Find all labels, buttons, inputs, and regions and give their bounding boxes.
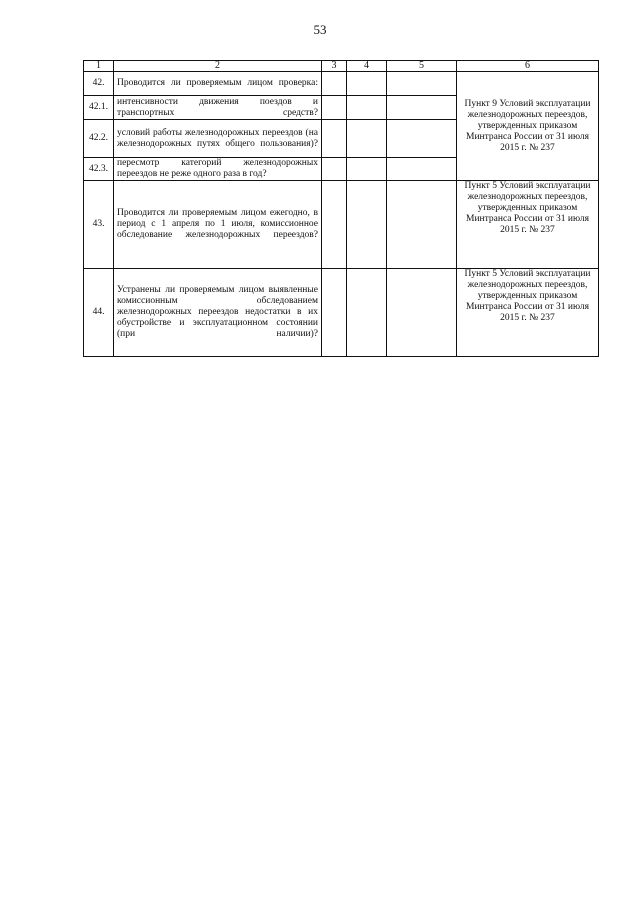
column-header-4: 4 bbox=[347, 61, 387, 72]
answer-cell bbox=[322, 158, 347, 181]
question-text: Устранены ли проверяемым лицом выявленные комиссионным обследованием железнодорожных переездов недостатки в их обустройстве и эксплуатационном состоянии (при наличии)? bbox=[114, 269, 322, 357]
answer-cell bbox=[322, 120, 347, 158]
legal-reference: Пункт 5 Условий эксплуатации железнодорожных переездов, утвержденных приказом Минтранса России от 31 июля 2015 г. № 237 bbox=[457, 269, 599, 357]
column-header-3: 3 bbox=[322, 61, 347, 72]
row-number: 42. bbox=[84, 72, 114, 96]
row-number: 42.2. bbox=[84, 120, 114, 158]
answer-cell bbox=[347, 72, 387, 96]
legal-reference: Пункт 9 Условий эксплуатации железнодорожных переездов, утвержденных приказом Минтранса России от 31 июля 2015 г. № 237 bbox=[457, 72, 599, 181]
page-number: 53 bbox=[313, 22, 327, 37]
table-row bbox=[84, 269, 599, 357]
answer-cell bbox=[387, 96, 457, 120]
answer-cell bbox=[387, 181, 457, 269]
row-number: 44. bbox=[84, 269, 114, 357]
legal-reference: Пункт 5 Условий эксплуатации железнодорожных переездов, утвержденных приказом Минтранса России от 31 июля 2015 г. № 237 bbox=[457, 181, 599, 269]
question-text: условий работы железнодорожных переездов (на железнодорожных путях общего пользования)? bbox=[114, 120, 322, 158]
answer-cell bbox=[387, 120, 457, 158]
column-header-6: 6 bbox=[457, 61, 599, 72]
question-text: Проводится ли проверяемым лицом проверка: bbox=[114, 72, 322, 96]
answer-cell bbox=[347, 120, 387, 158]
answer-cell bbox=[322, 269, 347, 357]
answer-cell bbox=[347, 158, 387, 181]
answer-cell bbox=[322, 181, 347, 269]
table-header-row bbox=[84, 61, 599, 72]
column-header-2: 2 bbox=[114, 61, 322, 72]
column-header-5: 5 bbox=[387, 61, 457, 72]
answer-cell bbox=[387, 269, 457, 357]
column-header-1: 1 bbox=[84, 61, 114, 72]
answer-cell bbox=[347, 269, 387, 357]
table-row bbox=[84, 181, 599, 269]
row-number: 42.1. bbox=[84, 96, 114, 120]
answer-cell bbox=[387, 72, 457, 96]
answer-cell bbox=[347, 181, 387, 269]
question-text: Проводится ли проверяемым лицом ежегодно, в период с 1 апреля по 1 июля, комиссионное обследование железнодорожных переездов? bbox=[114, 181, 322, 269]
row-number: 42.3. bbox=[84, 158, 114, 181]
answer-cell bbox=[387, 158, 457, 181]
answer-cell bbox=[322, 72, 347, 96]
answer-cell bbox=[322, 96, 347, 120]
answer-cell bbox=[347, 96, 387, 120]
question-text: пересмотр категорий железнодорожных переездов не реже одного раза в год? bbox=[114, 158, 322, 181]
table-row bbox=[84, 72, 599, 96]
checklist-table bbox=[83, 60, 599, 357]
row-number: 43. bbox=[84, 181, 114, 269]
question-text: интенсивности движения поездов и транспортных средств? bbox=[114, 96, 322, 120]
